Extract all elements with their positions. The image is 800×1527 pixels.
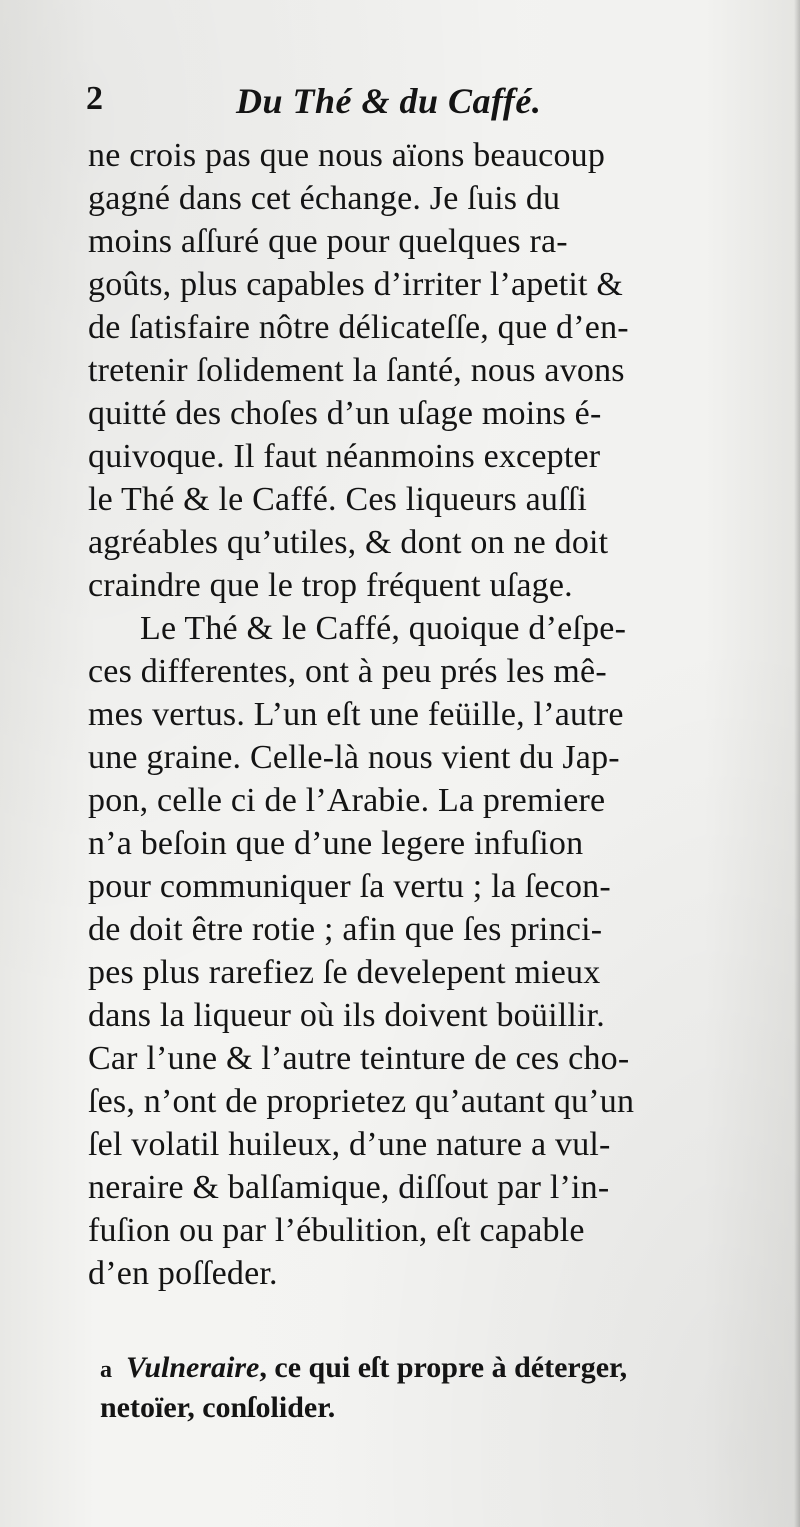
text-line: moins aſſuré que pour quelques ra- [88,223,568,260]
text-line: pour communiquer ſa vertu ; la ſecon- [88,868,611,905]
text-line: craindre que le trop fréquent uſage. [88,567,573,604]
footnote-line-2: netoïer, conſolider. [100,1391,336,1424]
text-line: ſel volatil huileux, d’une nature a vul- [88,1126,611,1163]
footnote [100,1348,736,1428]
text-line: Le Thé & le Caffé, quoique d’eſpe- [140,610,627,647]
footnote-marker: a [100,1357,112,1383]
footnote-line-1 [100,1348,736,1388]
text-line: pes plus rarefiez ſe develepent mieux [88,954,601,991]
text-line: pon, celle ci de l’Arabie. La premiere [88,782,606,819]
page-number: 2 [86,80,103,117]
text-line: quivoque. Il faut néanmoins excepter [88,438,601,475]
text-line: gagné dans cet échange. Je ſuis du [88,180,561,217]
text-line: Car l’une & l’autre teinture de ces cho- [88,1040,630,1077]
text-line: dans la liqueur où ils doivent boüillir. [88,997,606,1034]
text-line: une graine. Celle-là nous vient du Jap- [88,739,620,776]
text-line: ne crois pas que nous aïons beaucoup [88,137,606,174]
text-line: fuſion ou par l’ébulition, eſt capable [88,1212,585,1249]
text-line: de doit être rotie ; afin que ſes princi- [88,911,603,948]
text-line: le Thé & le Caffé. Ces liqueurs auſſi [88,481,588,518]
text-line: n’a beſoin que d’une legere infuſion [88,825,584,862]
page-edge-shadow [794,0,800,1527]
text-line: ſes, n’ont de proprietez qu’autant qu’un [88,1083,635,1120]
text-line: tretenir ſolidement la ſanté, nous avons [88,352,625,389]
text-line: agréables qu’utiles, & dont on ne doit [88,524,609,561]
text-line: de ſatisfaire nôtre délicateſſe, que d’en- [88,309,629,346]
running-title: Du Thé & du Caffé. [236,81,542,121]
body-text [88,134,734,1295]
text-line: neraire & balſamique, diſſout par l’in- [88,1169,610,1206]
text-line: ces differentes, ont à peu prés les mê- [88,653,607,690]
footnote-definition: , ce qui eſt propre à déterger, [259,1351,628,1384]
page-header [86,80,736,132]
text-line: quitté des choſes d’un uſage moins é- [88,395,602,432]
footnote-term: Vulneraire [126,1351,260,1384]
text-line: mes vertus. L’un eſt une feüille, l’autre [88,696,624,733]
text-line: d’en poſſeder. [88,1255,278,1292]
text-line: goûts, plus capables d’irriter l’apetit & [88,266,624,303]
